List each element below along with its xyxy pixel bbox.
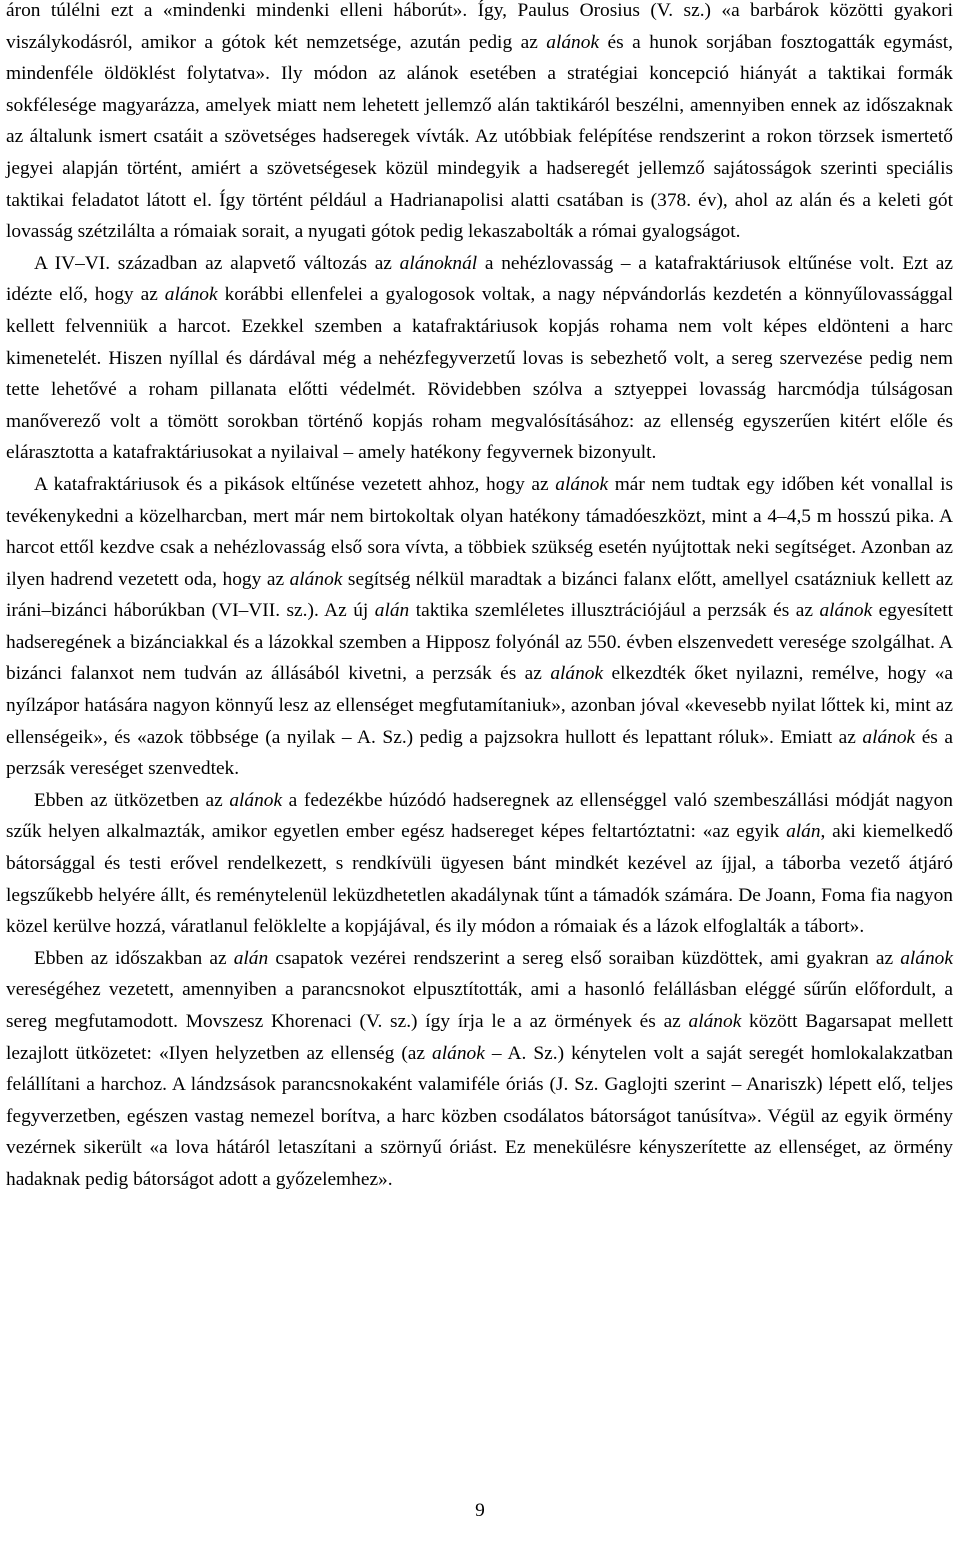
paragraph-1: áron túlélni ezt a «mindenki mindenki elleni háborút». Így, Paulus Orosius (V. sz.) «a barbárok közötti gyakori viszálykodásról, amikor a gótok két nemzetsége, azután pedig az alánok és a hunok sorjában fosztogatták egymást, mindenféle öldöklést folytatva». Ily módon az alánok esetében a stratégiai koncepció hiányát a taktikai formák sokfélesége magyarázza, amelyek miatt nem lehetett jellemző alán taktikáról beszélni, amennyiben ennek az időszaknak az általunk ismert csatáit a szövetséges hadseregek vívták. Az utóbbiak felépítése rendszerint a rokon törzsek ismertető jegyei alapján történt, amiért a szövetségesek közül mindegyik a hadseregét jellemző sajátosságok szerinti speciális taktikai feladatot látott el. Így történt például a Hadrianapolisi alatti csatában is (378. év), ahol az alán és a keleti gót lovasság szétzilálta a rómaiak sorait, a nyugati gótok pedig lekaszabolták a római gyalogságot.	[6, 0, 953, 243]
page-number: 9	[475, 1500, 485, 1521]
body-text	[6, 0, 953, 1196]
paragraph-4: Ebben az ütközetben az alánok a fedezékbe húzódó hadseregnek az ellenséggel való szembeszállási módját nagyon szűk helyen alkalmazták, amikor egyetlen ember egész hadsereget képes feltartóztatni: «az egyik alán, aki kiemelkedő bátorsággal és testi erővel rendelkezett, s rendkívüli ügyesen bánt mindkét kezével az íjjal, a táborba vezető átjáró legszűkebb helyére állt, és reménytelenül leküzdhetetlen akadálynak tűnt a támadók számára. De Joann, Foma fia nagyon közel kerülve hozzá, váratlanul felöklelte a kopjájával, és ily módon a rómaiak és a lázok elfoglalták a tábort».	[6, 789, 953, 938]
paragraph-3: A katafraktáriusok és a pikások eltűnése vezetett ahhoz, hogy az alánok már nem tudtak egy időben két vonallal is tevékenykedni a közelharcban, mert már nem birtokoltak olyan hatékony támadóeszközt, mint a 4–4,5 m hosszú pika. A harcot ettől kezdve csak a nehézlovasság első sora vívta, a többiek szükség esetén nyújtottak neki segítséget. Azonban az ilyen hadrend vezetett oda, hogy az alánok segítség nélkül maradtak a bizánci falanx előtt, amellyel csatázniuk kellett az iráni–bizánci háborúkban (VI–VII. sz.). Az új alán taktika szemléletes illusztrációjául a perzsák és az alánok egyesített hadseregének a bizánciakkal és a lázokkal szemben a Hipposz folyónál az 550. évben elszenvedett veresége szolgálhat. A bizánci falanxot nem tudván az állásából kivetni, a perzsák és az alánok elkezdték őket nyilazni, remélve, hogy «a nyílzápor hatására nagyon könnyű lesz az ellenséget megfutamítaniuk», azonban jóval «kevesebb nyilat lőttek ki, mint az ellenségeik», és «azok többsége (a nyilak – A. Sz.) pedig a pajzsokra hullott és lepattant róluk». Emiatt az alánok és a perzsák vereséget szenvedtek.	[6, 473, 954, 780]
paragraph-2: A IV–VI. században az alapvető változás az alánoknál a nehézlovasság – a katafraktáriusok eltűnése volt. Ezt az idézte elő, hogy az alánok korábbi ellenfelei a gyalogosok voltak, a nagy népvándorlás kezdetén a könnyűlovassággal kellett felvenniük a harcot. Ezekkel szemben a katafraktáriusok kopjás rohama nem volt képes eldönteni a harc kimenetelét. Hiszen nyíllal és dárdával még a nehézfegyverzetű lovas is sebezhető volt, a sereg szervezése pedig nem tette lehetővé a roham pillanata előtti védelmét. Rövidebben szólva a sztyeppei lovasság harcmódja túlságosan manőverező volt a tömött sorokban történő kopjás roham megvalósításához: az ellenség egyszerűen kitért előle és elárasztotta a katafraktáriusokat a nyilaival – amely hatékony fegyvernek bizonyult.	[6, 252, 953, 464]
paragraph-5: Ebben az időszakban az alán csapatok vezérei rendszerint a sereg első soraiban küzdöttek, ami gyakran az alánok vereségéhez vezetett, amennyiben a parancsnokot elpusztították, ami a hasonló felállásban eléggé sűrűn előfordult, a sereg megfutamodott. Movszesz Khorenaci (V. sz.) így írja le a az örmények és az alánok között Bagarsapat mellett lezajlott ütközetet: «Ilyen helyzetben az ellenség (az alánok – A. Sz.) kénytelen volt a saját seregét homlokalakzatban felállítani a harchoz. A lándzsások parancsnokaként valamiféle óriás (J. Sz. Gaglojti szerint – Anariszk) lépett elő, teljes fegyverzetben, egészen vastag nemezel borítva, a harc közben csodálatos bátorságot tanúsítva». Végül az egyik örmény vezérnek sikerült «a lova hátáról letaszítani a szörnyű óriást. Ez menekülésre kényszerítette az ellenséget, az örmény hadaknak pedig bátorságot adott a győzelemhez».	[6, 947, 953, 1190]
